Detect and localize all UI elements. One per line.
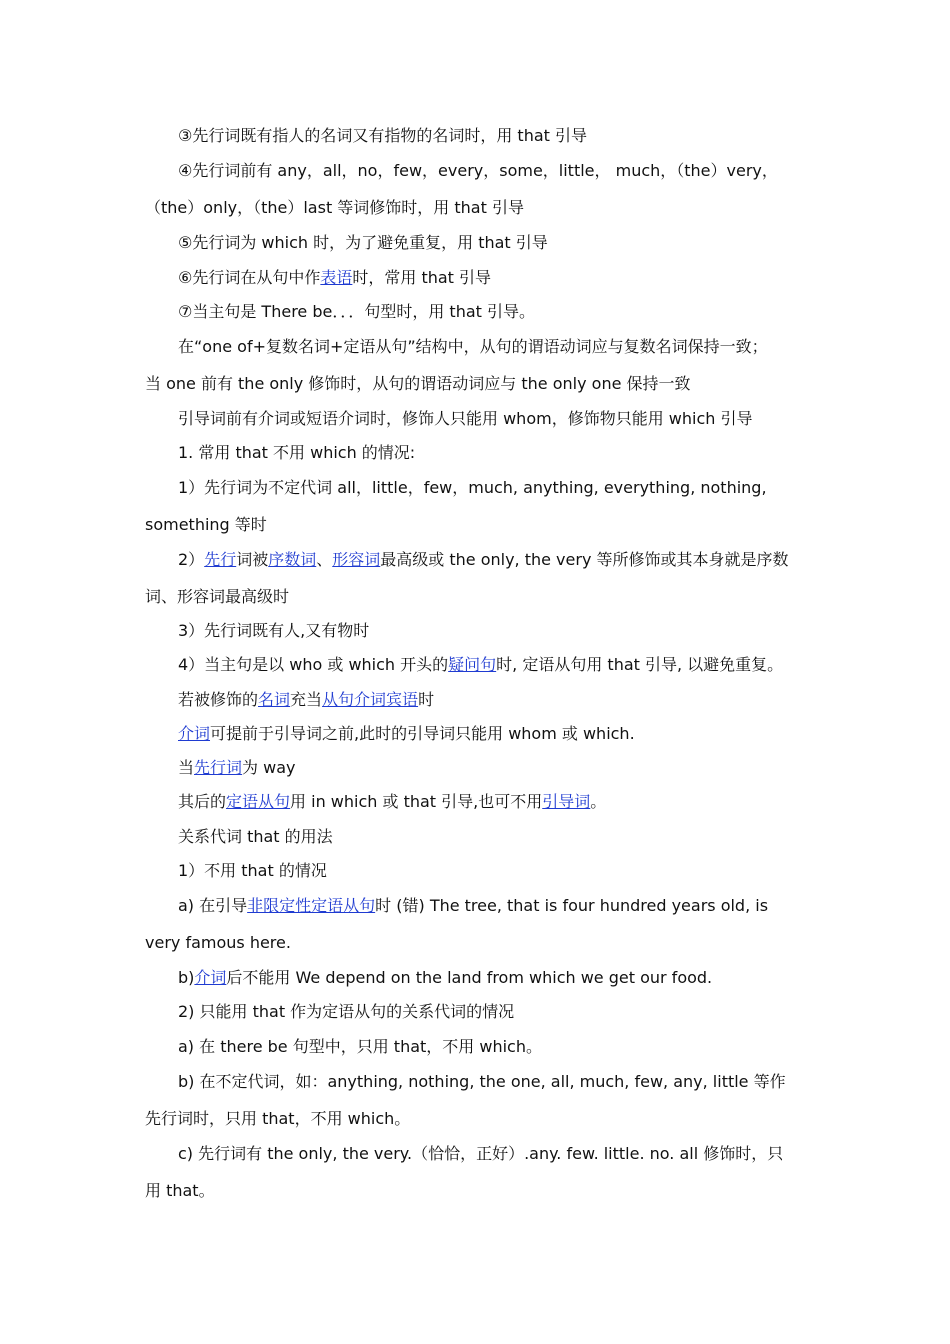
item-a-there-be: a) 在 there be 句型中，只用 that，不用 which。 xyxy=(178,1037,542,1056)
link-dingyu-congju[interactable]: 定语从句 xyxy=(226,792,291,811)
heading-that-usage: 关系代词 that 的用法 xyxy=(178,827,333,846)
item-b-indefinite: b) 在不定代词，如：anything, nothing, the one, all, much, few, any, little 等作 xyxy=(178,1072,786,1091)
item-2: 2）先行词被序数词、形容词最高级或 the only, the very 等所修饰或其本身就是序数 xyxy=(178,550,789,569)
paragraph-preposition: 引导词前有介词或短语介词时，修饰人只能用 whom，修饰物只能用 which 引导 xyxy=(178,409,753,428)
item-c-cont: 用 that。 xyxy=(145,1181,215,1200)
link-feixiandingxing[interactable]: 非限定性定语从句 xyxy=(247,896,376,915)
item-b-cont: 先行词时，只用 that，不用 which。 xyxy=(145,1109,411,1128)
paragraph-one-of: 在“one of+复数名词+定语从句”结构中，从句的谓语动词应与复数名词保持一致； xyxy=(178,337,768,356)
item-1: 1）先行词为不定代词 all，little，few，much, anything, everything, nothing, xyxy=(178,478,767,497)
paragraph-rule-7: ⑦当主句是 There be．．．句型时，用 that 引导。 xyxy=(178,302,536,321)
item-c-only-very: c) 先行词有 the only, the very.（恰恰，正好）.any. few. little. no. all 修饰时，只 xyxy=(178,1144,784,1163)
link-xianxingci[interactable]: 先行词 xyxy=(194,758,243,777)
link-xianxing[interactable]: 先行 xyxy=(204,550,237,569)
link-jieci[interactable]: 介词 xyxy=(178,724,211,743)
link-yindaoci[interactable]: 引导词 xyxy=(542,792,591,811)
link-biaoyu[interactable]: 表语 xyxy=(320,268,353,287)
paragraph-rule-4: ④先行词前有 any，all，no，few，every，some，little， much，（the）very， xyxy=(178,161,778,180)
item-3: 3）先行词既有人,又有物时 xyxy=(178,621,370,640)
subheading-only-that: 2) 只能用 that 作为定语从句的关系代词的情况 xyxy=(178,1002,515,1021)
item-1-cont: something 等时 xyxy=(145,515,267,534)
subheading-no-that: 1）不用 that 的情况 xyxy=(178,861,327,880)
link-congju-jieci-binyu[interactable]: 从句介词宾语 xyxy=(322,690,419,709)
heading-that-not-which: 1. 常用 that 不用 which 的情况: xyxy=(178,443,416,462)
paragraph-rule-3: ③先行词既有指人的名词又有指物的名词时，用 that 引导 xyxy=(178,126,588,145)
link-jieci-2[interactable]: 介词 xyxy=(194,968,227,987)
item-b-preposition: b)介词后不能用 We depend on the land from which we get our food. xyxy=(178,968,713,987)
paragraph-noun-object: 若被修饰的名词充当从句介词宾语时 xyxy=(178,690,435,709)
link-mingci[interactable]: 名词 xyxy=(258,690,291,709)
paragraph-one-of-cont: 当 one 前有 the only 修饰时，从句的谓语动词应与 the only one 保持一致 xyxy=(145,374,691,393)
paragraph-rule-6: ⑥先行词在从句中作表语时，常用 that 引导 xyxy=(178,268,492,287)
paragraph-rule-4-cont: （the）only，（the）last 等词修饰时，用 that 引导 xyxy=(145,198,524,217)
paragraph-way-clause: 其后的定语从句用 in which 或 that 引导,也可不用引导词。 xyxy=(178,792,607,811)
paragraph-rule-5: ⑤先行词为 which 时，为了避免重复，用 that 引导 xyxy=(178,233,548,252)
link-xingrongci[interactable]: 形容词 xyxy=(332,550,381,569)
paragraph-way: 当先行词为 way xyxy=(178,758,296,777)
link-xushuci[interactable]: 序数词 xyxy=(268,550,317,569)
item-4: 4）当主句是以 who 或 which 开头的疑问句时, 定语从句用 that 引导, 以避免重复。 xyxy=(178,655,784,674)
paragraph-preposition-front: 介词可提前于引导词之前,此时的引导词只能用 whom 或 which. xyxy=(178,724,635,743)
item-2-cont: 词、形容词最高级时 xyxy=(145,587,290,606)
item-a-nonrestrictive: a) 在引导非限定性定语从句时 (错) The tree, that is four hundred years old, is xyxy=(178,896,769,915)
link-yiwenju[interactable]: 疑问句 xyxy=(448,655,497,674)
item-a-cont: very famous here. xyxy=(145,933,291,952)
